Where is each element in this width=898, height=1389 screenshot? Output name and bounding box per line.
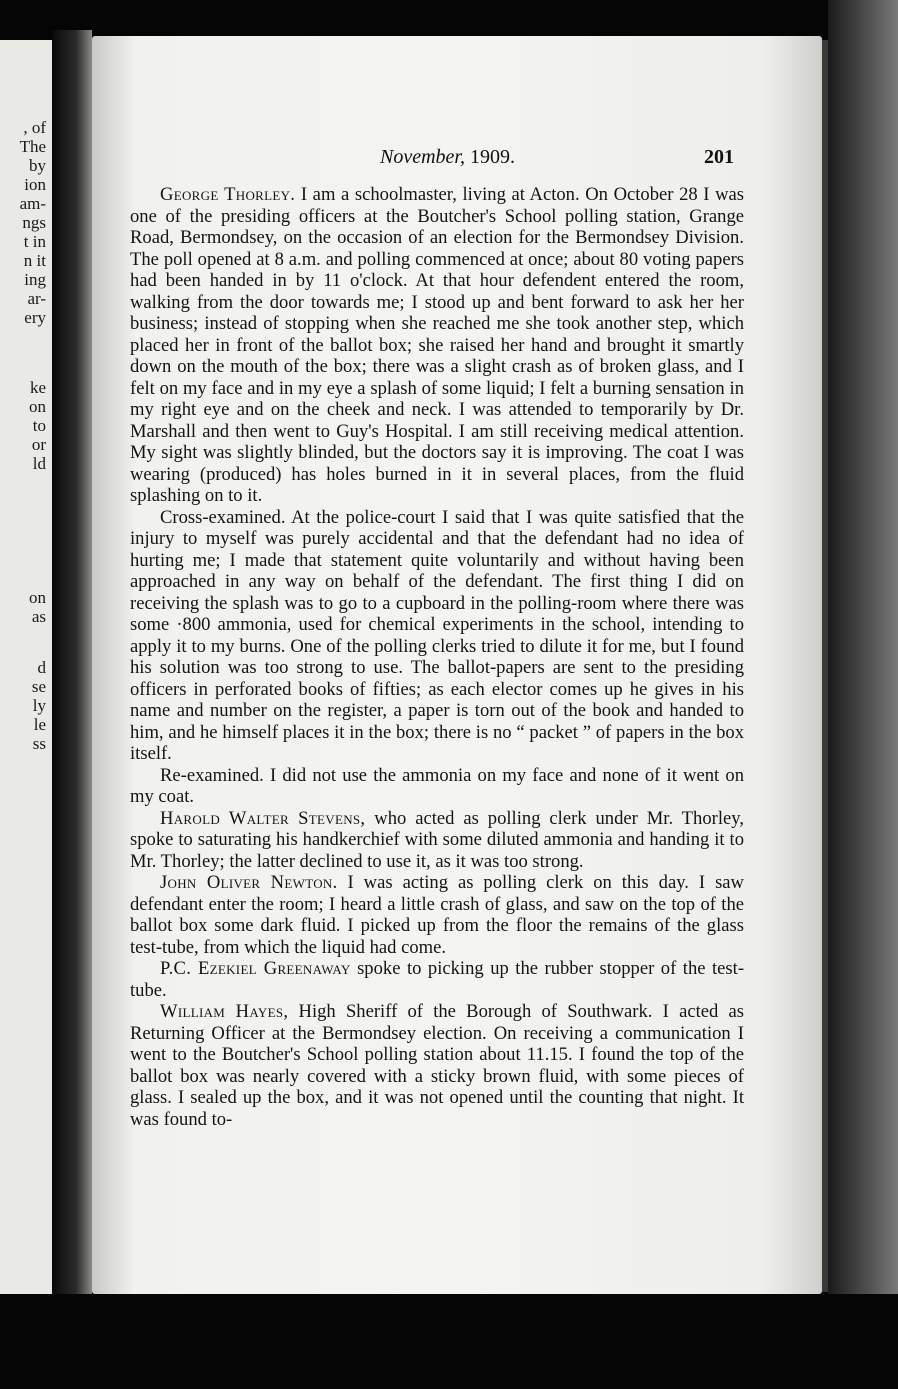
speaker-name: George Thorley. xyxy=(160,184,296,205)
paragraph xyxy=(130,765,744,808)
facing-page-line: se xyxy=(31,677,46,696)
paragraph-text: I am a schoolmaster, living at Acton. On October 28 I was one of the presiding officers at the Boutcher's School polling station, Grange Road, Bermondsey, on the occasion of an election for the Bermondsey Division. The poll opened at 8 a.m. and polling commenced at once; about 80 voting papers had been handed in by 11 o'clock. At that hour defendent entered the room, walking from the door towards me; I stood up and bent forward to ask her her business; instead of stopping when she reached me she took another step, which placed her in front of the ballot box; she raised her hand and brought it smartly down on the mouth of the box; there was a slight crash as of broken glass, and I felt on my face and in my eye a splash of some liquid; I felt a burning sensation in my right eye and on the cheek and neck. I was attended to temporarily by Dr. Marshall and then went to Guy's Hospital. I am still receiving medical attention. My sight was slightly blinded, but the doctors say it is improving. The coat I was wearing (produced) has holes burned in it in several places, from the fluid splashing on to it. xyxy=(130,184,744,506)
paragraph-text: who acted as polling clerk under Mr. Thorley, spoke to saturating his handkerchief with some diluted ammonia and handing it to Mr. Thorley; the latter declined to use it, as it was too strong. xyxy=(130,807,744,872)
paragraph xyxy=(130,958,744,1001)
running-head: November, 1909. xyxy=(380,146,515,168)
book-gutter xyxy=(52,30,92,1350)
facing-page-line: by xyxy=(29,156,46,175)
background-right xyxy=(828,0,898,1389)
speaker-name: Harold Walter Stevens, xyxy=(160,807,366,829)
facing-page-line: le xyxy=(33,715,46,734)
facing-page-text-mid xyxy=(29,378,46,473)
facing-page-line: on xyxy=(29,588,46,607)
paragraph-text: Cross-examined. At the police-court I said that I was quite satisfied that the injury to myself was purely accidental and that the defendant had no idea of hurting me; I made that statement quite voluntarily and without having been approached in any way on behalf of the defendant. The first thing I did on receiving the splash was to go to a cupboard in the polling-room where there was some ·800 ammonia, used for chemical experiments in the school, intending to apply it to my burns. One of the polling clerks tried to dilute it for me, but I found his solution was too strong to use. The ballot-papers are sent to the presiding officers in perforated books of fifties; as each elector comes up he gives in his name and number on the register, a paper is torn out of the book and handed to him, and he himself places it in the box; there is no “ packet ” of papers in the box itself. xyxy=(130,506,744,764)
speaker-name: John Oliver Newton. xyxy=(160,872,338,893)
facing-page-line: ke xyxy=(29,378,46,397)
facing-page-line: d xyxy=(37,658,46,677)
page-number: 201 xyxy=(704,146,734,168)
facing-page-line: am- xyxy=(19,194,46,213)
facing-page-line: ss xyxy=(32,734,46,753)
facing-page-line: ion xyxy=(24,175,46,194)
facing-page-line: ing xyxy=(24,270,46,289)
facing-page-text-top xyxy=(20,118,46,327)
facing-page-line: ar- xyxy=(27,289,46,308)
speaker-name: William Hayes, xyxy=(160,1001,289,1022)
background-bottom xyxy=(0,1294,898,1389)
paragraph xyxy=(130,1001,744,1130)
facing-page-line: t in xyxy=(23,232,46,251)
page-edge-shadow xyxy=(822,40,828,1292)
running-head-year: 1909. xyxy=(469,146,515,168)
paragraph-text: spoke to picking up the rubber stopper of the test-tube. xyxy=(130,958,745,1001)
facing-page-text-low xyxy=(29,588,46,626)
paragraph-text: Re-examined. I did not use the ammonia on my face and none of it went on my coat. xyxy=(130,764,744,807)
speaker-name: P.C. Ezekiel Greenaway xyxy=(160,958,351,979)
facing-page-line: ery xyxy=(24,308,46,327)
page-body xyxy=(130,184,744,1130)
paragraph xyxy=(130,507,744,765)
facing-page-line: , of xyxy=(23,118,46,137)
book-page xyxy=(92,36,822,1294)
page-header xyxy=(92,146,822,172)
facing-page-line: on xyxy=(29,397,46,416)
facing-page-line: ly xyxy=(32,696,46,715)
facing-page-line: ngs xyxy=(22,213,46,232)
facing-page-edge xyxy=(0,40,52,1340)
paragraph xyxy=(130,872,744,958)
facing-page-line: to xyxy=(32,416,46,435)
paragraph xyxy=(130,184,744,507)
paragraph xyxy=(130,808,744,873)
facing-page-line: The xyxy=(19,137,46,156)
facing-page-line: as xyxy=(31,607,46,626)
facing-page-line: or xyxy=(31,435,46,454)
facing-page-line: n it xyxy=(23,251,46,270)
facing-page-line: ld xyxy=(32,454,46,473)
facing-page-text-low2 xyxy=(32,658,46,753)
paragraph-text: High Sheriff of the Borough of Southwark. I acted as Returning Officer at the Bermondsey election. On receiving a communication I went to the Boutcher's School polling station about 11.15. I found the top of the ballot box was nearly covered with a sticky brown fluid, with some pieces of glass. I sealed up the box, and it was not opened until the counting that night. It was found to- xyxy=(130,1001,745,1130)
paragraph-text: I was acting as polling clerk on this day. I saw defendant enter the room; I heard a little crash of glass, and saw on the top of the ballot box some dark fluid. I picked up from the floor the remains of the glass test-tube, from which the liquid had come. xyxy=(130,872,744,958)
